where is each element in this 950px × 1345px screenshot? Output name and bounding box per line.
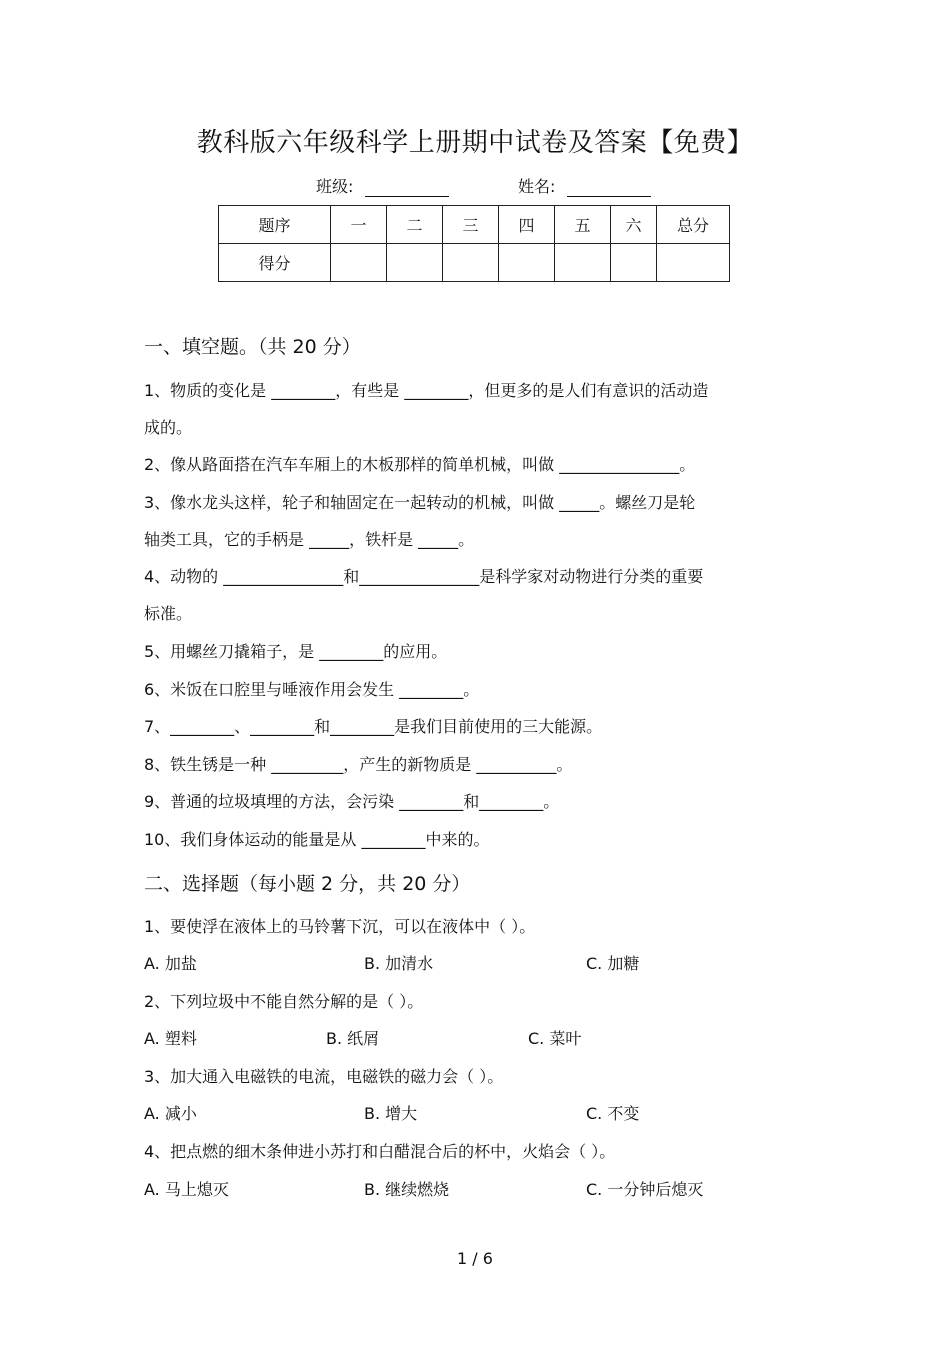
name-label: 姓名: xyxy=(518,177,556,196)
score-table xyxy=(218,205,730,282)
score-cell[interactable] xyxy=(443,244,499,282)
question-line: 标准。 xyxy=(144,604,193,623)
option-b[interactable]: B. 增大 xyxy=(364,1104,418,1123)
mc-question: 1、要使浮在液体上的马铃薯下沉，可以在液体中（ ）。 xyxy=(144,917,536,936)
score-cell[interactable] xyxy=(499,244,555,282)
name-blank[interactable] xyxy=(567,180,651,197)
table-header-cell: 总分 xyxy=(657,206,730,244)
question-line: 轴类工具，它的手柄是 _____，铁杆是 _____。 xyxy=(144,530,475,549)
question-line: 4、动物的 _______________和_______________是科学家对动物进行分类的重要 xyxy=(144,567,704,586)
class-field xyxy=(316,174,449,197)
question-line: 8、铁生锈是一种 _________，产生的新物质是 __________。 xyxy=(144,755,573,774)
mc-question: 3、加大通入电磁铁的电流，电磁铁的磁力会（ ）。 xyxy=(144,1067,504,1086)
question-line: 10、我们身体运动的能量是从 ________中来的。 xyxy=(144,830,490,849)
question-line: 9、普通的垃圾填埋的方法，会污染 ________和________。 xyxy=(144,792,560,811)
page-number: 1 / 6 xyxy=(457,1249,493,1268)
option-c[interactable]: C. 加糖 xyxy=(586,954,640,973)
table-header-cell: 四 xyxy=(499,206,555,244)
question-line: 1、物质的变化是 ________，有些是 ________，但更多的是人们有意识的活动造 xyxy=(144,381,709,400)
section-heading: 一、填空题。（共 20 分） xyxy=(144,336,361,358)
option-b[interactable]: B. 纸屑 xyxy=(326,1029,380,1048)
score-row-label: 得分 xyxy=(219,244,331,282)
score-table-row xyxy=(219,244,730,282)
option-a[interactable]: A. 塑料 xyxy=(144,1029,197,1048)
mc-question: 4、把点燃的细木条伸进小苏打和白醋混合后的杯中，火焰会（ ）。 xyxy=(144,1142,616,1161)
option-b[interactable]: B. 加清水 xyxy=(364,954,434,973)
table-header-cell: 五 xyxy=(555,206,611,244)
score-cell[interactable] xyxy=(331,244,387,282)
table-header-cell: 二 xyxy=(387,206,443,244)
question-line: 3、像水龙头这样，轮子和轴固定在一起转动的机械，叫做 _____。螺丝刀是轮 xyxy=(144,493,696,512)
question-line: 成的。 xyxy=(144,418,193,437)
option-a[interactable]: A. 马上熄灭 xyxy=(144,1180,229,1199)
table-header-cell: 三 xyxy=(443,206,499,244)
option-c[interactable]: C. 不变 xyxy=(586,1104,640,1123)
score-cell[interactable] xyxy=(611,244,657,282)
score-table-header-row xyxy=(219,206,730,244)
option-b[interactable]: B. 继续燃烧 xyxy=(364,1180,450,1199)
option-a[interactable]: A. 加盐 xyxy=(144,954,197,973)
option-c[interactable]: C. 菜叶 xyxy=(528,1029,582,1048)
question-line: 2、像从路面搭在汽车车厢上的木板那样的简单机械，叫做 _______________。 xyxy=(144,455,696,474)
class-label: 班级: xyxy=(316,177,354,196)
question-line: 7、________、________和________是我们目前使用的三大能源。 xyxy=(144,717,603,736)
section-heading: 二、选择题（每小题 2 分，共 20 分） xyxy=(144,873,471,895)
score-cell[interactable] xyxy=(555,244,611,282)
student-info-row xyxy=(0,174,950,198)
mc-question: 2、下列垃圾中不能自然分解的是（ ）。 xyxy=(144,992,424,1011)
option-a[interactable]: A. 减小 xyxy=(144,1104,197,1123)
question-line: 6、米饭在口腔里与唾液作用会发生 ________。 xyxy=(144,680,480,699)
score-cell[interactable] xyxy=(657,244,730,282)
question-line: 5、用螺丝刀撬箱子，是 ________的应用。 xyxy=(144,642,448,661)
page-title: 教科版六年级科学上册期中试卷及答案【免费】 xyxy=(196,128,754,158)
table-header-cell: 六 xyxy=(611,206,657,244)
option-c[interactable]: C. 一分钟后熄灭 xyxy=(586,1180,704,1199)
table-header-cell: 一 xyxy=(331,206,387,244)
name-field xyxy=(518,174,651,197)
table-header-cell: 题序 xyxy=(219,206,331,244)
class-blank[interactable] xyxy=(365,180,449,197)
score-cell[interactable] xyxy=(387,244,443,282)
